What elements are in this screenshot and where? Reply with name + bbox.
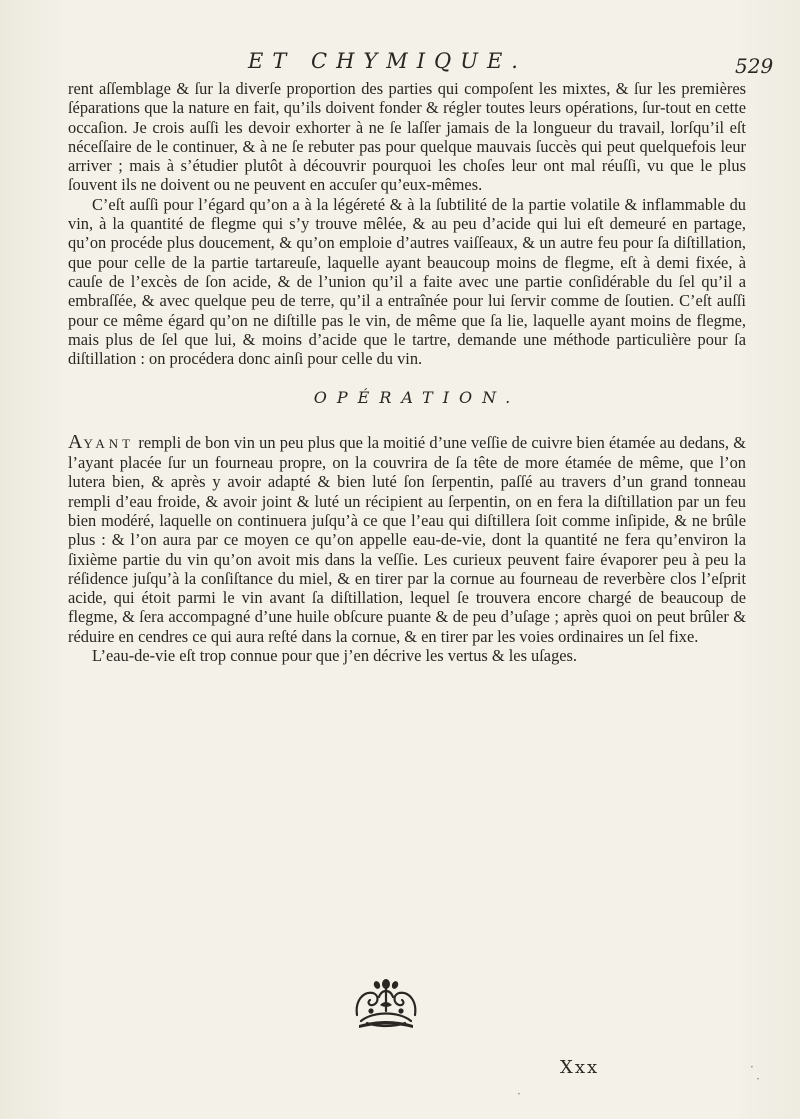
paragraph-volatile-part: C’eſt auſſi pour l’égard qu’on a à la légéreté & à la ſubtilité de la partie volatile & inflammable du vin, à la quantité de flegme qui s’y trouve mêlée, & au peu d’acide qui lui eſt demeuré en partage, qu’on procéde plus doucement, & qu’on emploie d’autres vaiſſeaux, & un autre feu pour ſa diſtillation, que pour celle de la partie tartareuſe, laquelle ayant beaucoup moins de flegme, eſt à demi fixée, à cauſe de l’excès de ſon acide, & de l’union qu’il a faite avec une partie conſidérable du ſel qu’il a embraſſée, & avec quelque peu de terre, qu’il a entraînée pour lui ſervir comme de ſoutien. C’eſt auſſi pour ce même égard qu’on ne diſtille pas le vin, de même que ſa lie, laquelle ayant moins de flegme, mais plus de ſel que lui, & moins d’acide que le tartre, demande une méthode particulière pour ſa diſtillation : on procédera donc ainſi pour celle du vin. [68, 194, 746, 369]
floral-tailpiece-icon [349, 975, 423, 1029]
initial-letter: A [68, 430, 84, 453]
operation-text: rempli de bon vin un peu plus que la moitié d’une veſſie de cuivre bien étamée au dedans, & l’ayant placée ſur un fourneau propre, on la couvrira de ſa tête de more étamée de même, que l’on lutera bien, & après y avoir adapté & bien luté ſon ſerpentin, paſſé au travers d’un grand tonneau rempli d’eau froide, & avoir joint & luté un récipient au ſerpentin, on en fera la diſtillation par un feu bien modéré, laquelle on continuera juſqu’à ce que l’eau qui diſtillera ſoit comme inſipide, & ne brûle plus : & l’on aura par ce moyen ce qu’on appelle eau-de-vie, dont la quantité ne fera qu’environ la ſixième partie du vin qu’on avoit mis dans la veſſie. Les curieux peuvent faire évaporer peu à peu la réſidence juſqu’à la conſiſtance du miel, & en tirer par la cornue au fourneau de reverbère clos l’eſprit acide, qui étoit parmi le vin avant ſa diſtillation, lequel ſe trouvera encore chargé de beaucoup de flegme, & ſera accompagné d’une huile obſcure puante & de peu d’uſage ; après quoi on peut brûler & réduire en cendres ce qui aura reſté dans la cornue, & en tirer par les voies ordinaires un ſel fixe. [68, 432, 746, 646]
section-heading-operation: OPÉRATION. [313, 388, 521, 408]
page-number: 529 [735, 54, 774, 78]
main-text [68, 79, 746, 665]
paragraph-closing: L’eau-de-vie eſt trop connue pour que j’en décrive les vertus & les uſages. [92, 646, 578, 666]
paper-speck: · [750, 1060, 754, 1074]
signature-mark: Xxx [560, 1057, 600, 1078]
opening-word: YANT [83, 435, 135, 451]
paragraph-operation [68, 430, 746, 646]
paper-speck: · [756, 1072, 760, 1086]
paragraph-continued: rent aſſemblage & ſur la diverſe proportion des parties qui compoſent les mixtes, & ſur les premières ſéparations que la nature en fait, qu’ils doivent fonder & régler toutes leurs opérations, ſur-tout en cette occaſion. Je crois auſſi les devoir exhorter à ne ſe laſſer jamais de la longueur du travail, lorſqu’il eſt néceſſaire de le continuer, & à ne ſe rebuter pas pour quelque mauvais ſuccès qui peut quelquefois leur arriver ; mais à s’étudier plutôt à découvrir pourquoi les choſes leur ont mal réuſſi, vu que le plus ſouvent ils ne doivent ou ne peuvent en accuſer qu’eux-mêmes. [68, 79, 746, 195]
paper-speck: · [517, 1087, 521, 1101]
running-title: ET CHYMIQUE. [248, 49, 527, 73]
